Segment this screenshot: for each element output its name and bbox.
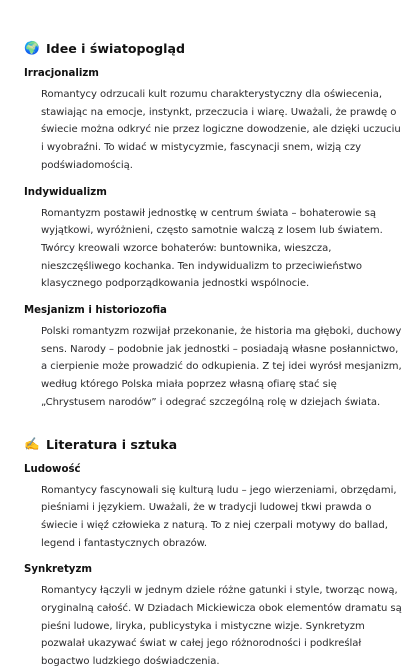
- section-heading: [24, 38, 402, 58]
- subsection-indywidualizm: [24, 186, 402, 294]
- subsection-irracjonalizm: [24, 67, 402, 175]
- subsection-mesjanizm: [24, 304, 402, 412]
- subsection-heading: Indywidualizm: [24, 186, 107, 198]
- writing-hand-icon: ✍️: [24, 436, 40, 452]
- subsection-heading: Ludowość: [24, 463, 81, 475]
- subsection-heading: Irracjonalizm: [24, 68, 99, 79]
- subsection-paragraph: Romantycy fascynowali się kulturą ludu – jego wierzeniami, obrzędami, pieśniami i językiem. Uważali, że w tradycji ludowej tkwi prawda o świecie i więź człowieka z naturą. To z niej czerpali motywy do ballad, legend i fantastycznych obrazów.: [41, 484, 397, 549]
- section-heading-text: Idee i światopogląd: [46, 40, 185, 56]
- subsection-paragraph: Romantycy odrzucali kult rozumu charakterystyczny dla oświecenia, stawiając na emocje, instynkt, przeczucia i wiarę. Uważali, że prawdę o świecie można odkryć nie przez logiczne dowodzenie, ale dzięki uczuciu i wyobraźni. To widać w mistycyzmie, fascynacji snem, wizją czy podświadomością.: [41, 89, 401, 171]
- section-literature: [24, 435, 402, 671]
- subsection-heading: Mesjanizm i historiozofia: [24, 305, 167, 317]
- subsection-ludowosc: [24, 463, 402, 553]
- section-heading: [24, 435, 402, 455]
- section-heading-text: Literatura i sztuka: [46, 437, 178, 453]
- subsection-paragraph: Polski romantyzm rozwijał przekonanie, że historia ma głęboki, duchowy sens. Narody – podobnie jak jednostki – posiadają własne posłannictwo, a cierpienie może prowadzić do odkupienia. Z tej idei wyrósł mesjanizm, według którego Polska miała poprzez własną ofiarę stać się „Chrystusem narodów” i odegrać szczególną rolę w dziejach świata.: [41, 326, 402, 408]
- subsection-synkretyzm: [24, 563, 402, 671]
- globe-icon: 🌍: [24, 39, 40, 55]
- subsection-paragraph: Romantycy łączyli w jednym dziele różne gatunki i style, tworząc nową, oryginalną całość. W Dziadach Mickiewicza obok elementów dramatu są pieśni ludowe, liryka, publicystyka i mistyczne wizje. Synkretyzm pozwalał ukazywać świat w całej jego różnorodności i podkreślał bogactwo ludzkiego doświadczenia.: [41, 585, 402, 668]
- section-ideas: [24, 38, 402, 412]
- subsection-heading: Synkretyzm: [24, 564, 92, 576]
- subsection-paragraph: Romantyzm postawił jednostkę w centrum świata – bohaterowie są wyjątkowi, wyróżnieni, często samotnie walczą z losem lub światem. Twórcy kreowali wzorce bohaterów: buntownika, wieszcza, nieszczęśliwego kochanka. Ten indywidualizm to przeciwieństwo klasycznego podporządkowania jednostki wspólnocie.: [41, 207, 383, 290]
